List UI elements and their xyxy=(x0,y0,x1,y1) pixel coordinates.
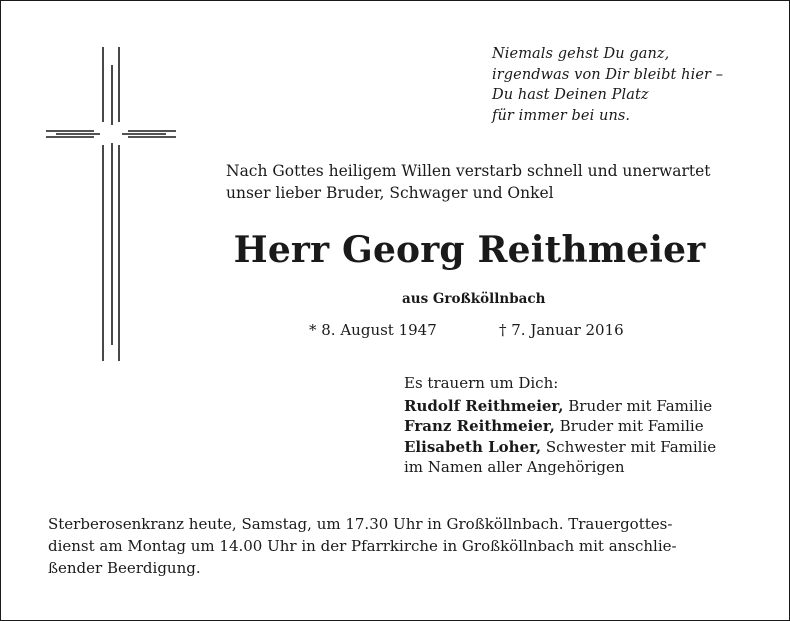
mourner-name: Elisabeth Loher, xyxy=(404,437,542,456)
funeral-line: Sterberosenkranz heute, Samstag, um 17.30 Uhr in Großköllnbach. Trauergottes- xyxy=(48,515,673,533)
verse-line: Niemals gehst Du ganz, xyxy=(492,46,670,62)
mourner-relation: Schwester mit Familie xyxy=(541,437,717,456)
cross-icon xyxy=(44,45,178,363)
verse-line: für immer bei uns. xyxy=(492,107,631,124)
mourners-block xyxy=(404,373,716,478)
mourner-entry xyxy=(404,396,716,417)
mourner-entry xyxy=(404,416,716,437)
mourner-entry xyxy=(404,437,716,458)
birth-date: * 8. August 1947 xyxy=(309,321,437,339)
mourner-name: Franz Reithmeier, xyxy=(404,417,555,435)
mourner-relation: Bruder mit Familie xyxy=(563,396,713,415)
intro-text xyxy=(226,160,711,204)
funeral-details xyxy=(48,513,748,579)
death-date: † 7. Januar 2016 xyxy=(499,321,624,339)
mourners-lead: Es trauern um Dich: xyxy=(404,374,559,392)
mourners-closing: im Namen aller Angehörigen xyxy=(404,458,625,476)
intro-line: Nach Gottes heiligem Willen verstarb schnell und unerwartet xyxy=(226,162,711,180)
verse xyxy=(492,44,723,126)
deceased-origin: aus Großköllnbach xyxy=(402,291,546,307)
funeral-line: ßender Beerdigung. xyxy=(48,559,201,577)
mourner-name: Rudolf Reithmeier, xyxy=(404,396,564,415)
intro-line: unser lieber Bruder, Schwager und Onkel xyxy=(226,184,554,202)
mourner-relation: Bruder mit Familie xyxy=(554,417,704,435)
verse-line: irgendwas von Dir bleibt hier – xyxy=(492,66,724,83)
deceased-name: Herr Georg Reithmeier xyxy=(233,229,706,271)
funeral-line: dienst am Montag um 14.00 Uhr in der Pfarrkirche in Großköllnbach mit anschlie- xyxy=(48,537,677,555)
verse-line: Du hast Deinen Platz xyxy=(492,87,649,103)
